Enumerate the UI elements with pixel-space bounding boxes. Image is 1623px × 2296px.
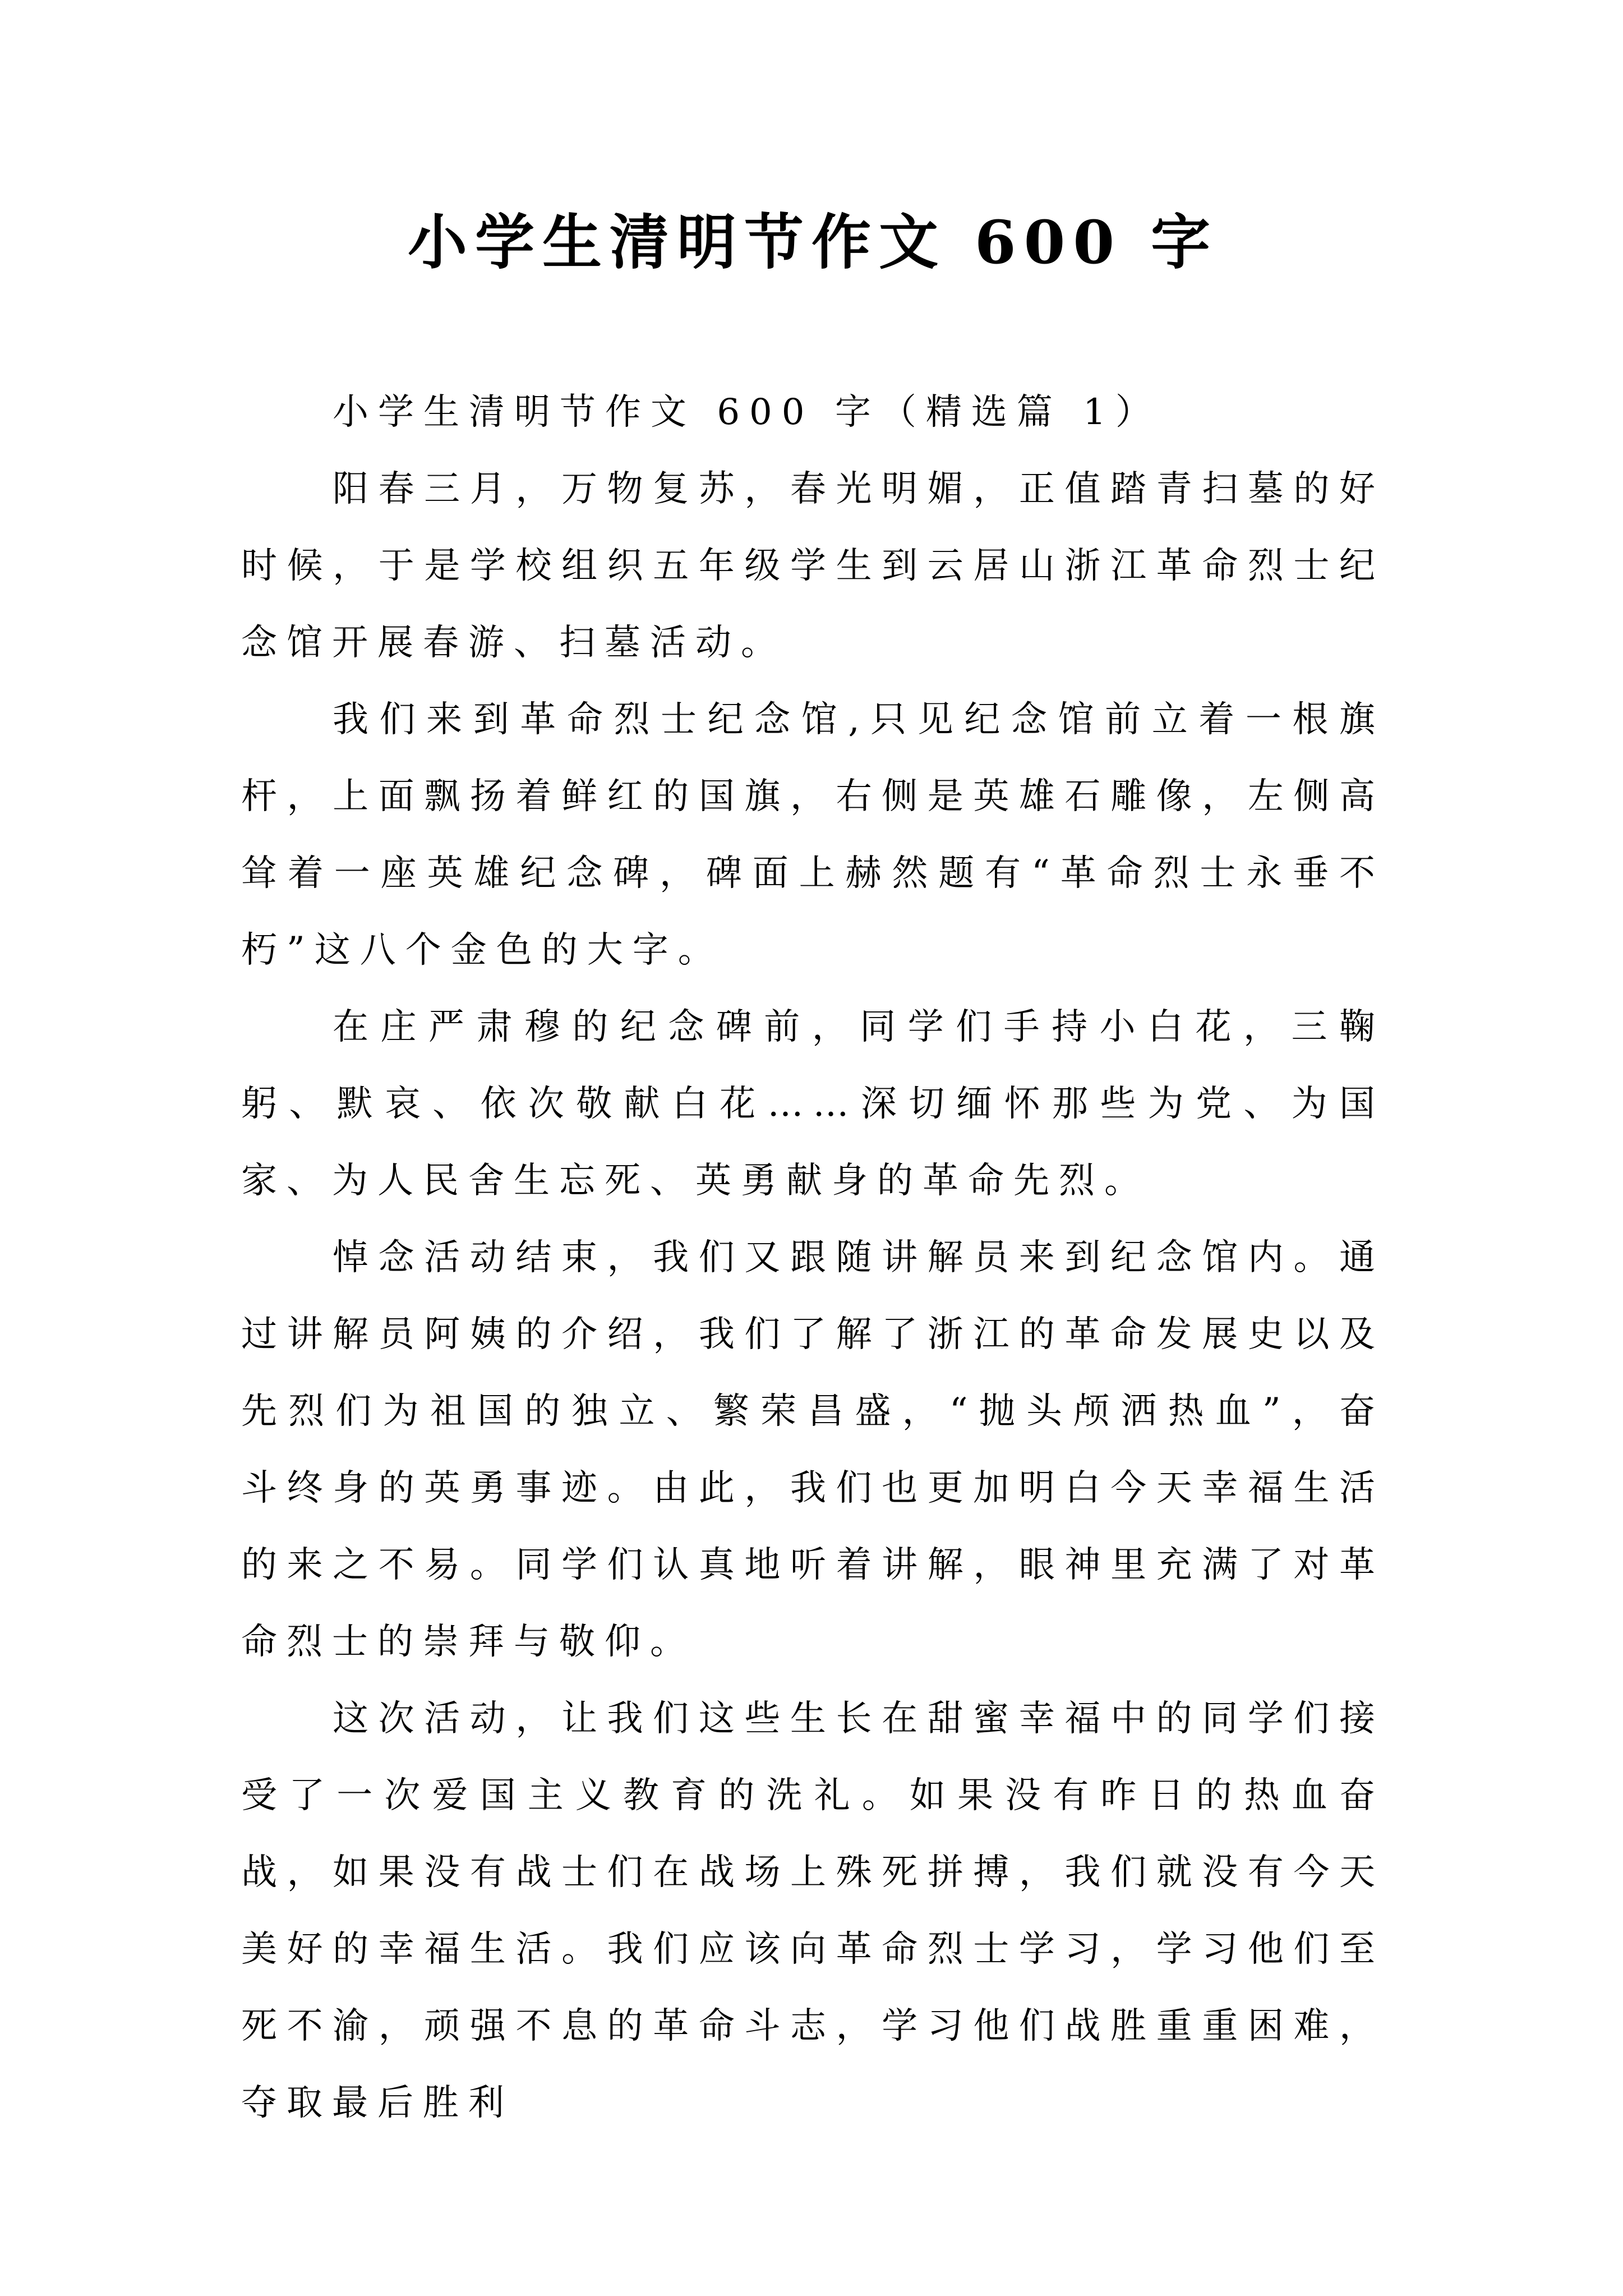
document-title: 小学生清明节作文 600 字 xyxy=(407,207,1219,277)
essay-paragraph: 我们来到革命烈士纪念馆,只见纪念馆前立着一根旗杆，上面飘扬着鲜红的国旗，右侧是英雄石雕像，左侧高耸着一座英雄纪念碑，碑面上赫然题有“革命烈士永垂不朽”这八个金色的大字。 xyxy=(241,699,1385,971)
intro-line: 小学生清明节作文 600 字（精选篇 1） xyxy=(333,392,1161,433)
essay-paragraph: 悼念活动结束，我们又跟随讲解员来到纪念馆内。通过讲解员阿姨的介绍，我们了解了浙江的革命发展史以及先烈们为祖国的独立、繁荣昌盛，“抛头颅洒热血”，奋斗终身的英勇事迹。由此，我们也更加明白今天幸福生活的来之不易。同学们认真地听着讲解，眼神里充满了对革命烈士的崇拜与敬仰。 xyxy=(241,1237,1385,1663)
document-body xyxy=(241,374,1385,2142)
essay-paragraph: 这次活动，让我们这些生长在甜蜜幸福中的同学们接受了一次爱国主义教育的洗礼。如果没有昨日的热血奋战，如果没有战士们在战场上殊死拼搏，我们就没有今天美好的幸福生活。我们应该向革命烈士学习，学习他们至死不渝，顽强不息的革命斗志，学习他们战胜重重困难，夺取最后胜利 xyxy=(241,1698,1385,2124)
essay-paragraph: 在庄严肃穆的纪念碑前，同学们手持小白花，三鞠躬、默哀、依次敬献白花……深切缅怀那些为党、为国家、为人民舍生忘死、英勇献身的革命先烈。 xyxy=(241,1006,1385,1202)
essay-paragraph: 阳春三月，万物复苏，春光明媚，正值踏青扫墓的好时候，于是学校组织五年级学生到云居山浙江革命烈士纪念馆开展春游、扫墓活动。 xyxy=(241,468,1385,664)
